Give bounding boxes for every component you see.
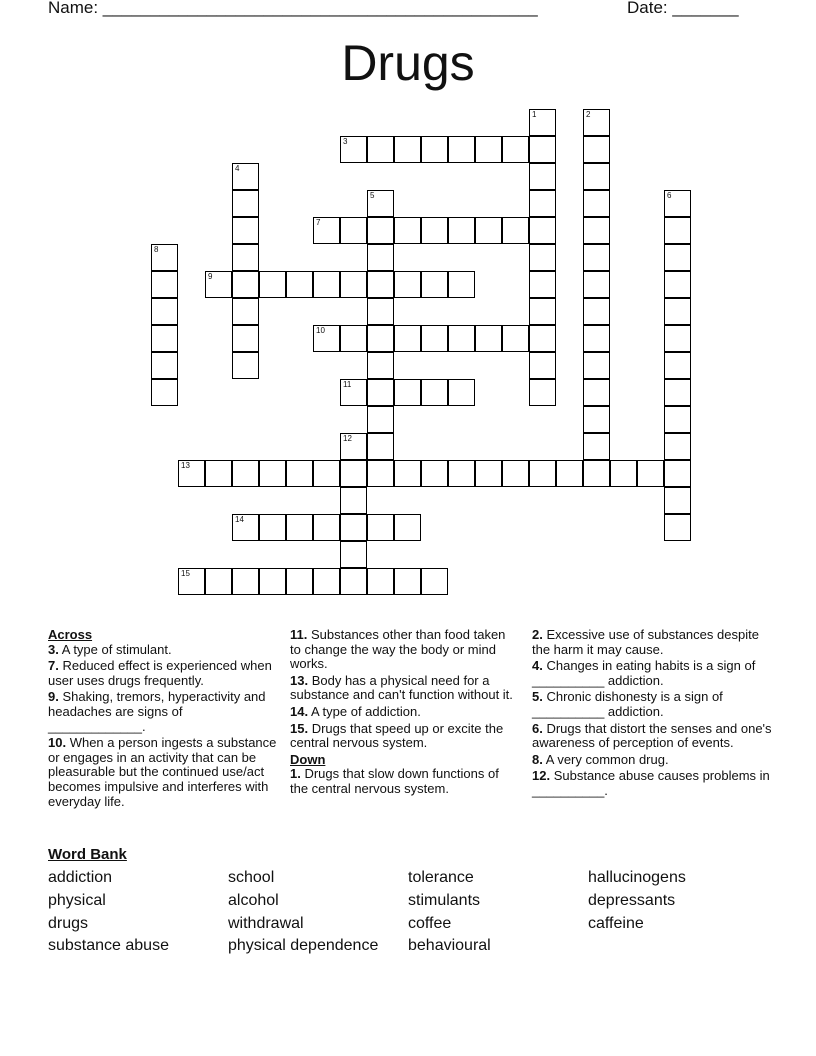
crossword-cell[interactable] [151,298,178,325]
crossword-cell[interactable] [367,568,394,595]
word-bank-word: substance abuse [48,937,169,955]
crossword-cell[interactable] [367,514,394,541]
crossword-cell[interactable] [286,568,313,595]
clue-across-13: 13. Body has a physical need for a substance and can't function without it. [290,672,513,703]
crossword-cell[interactable] [448,217,475,244]
crossword-cell[interactable] [232,217,259,244]
clue-down-1: 1. Drugs that slow down functions of the central nervous system. [290,766,499,796]
crossword-cell[interactable] [259,514,286,541]
crossword-cell[interactable] [367,460,394,487]
crossword-cell[interactable] [664,244,691,271]
crossword-cell[interactable] [583,163,610,190]
puzzle-title: Drugs [341,35,475,91]
crossword-cell[interactable] [583,379,610,406]
clue-number: 12 [343,434,352,443]
crossword-cell[interactable] [529,136,556,163]
crossword-cell[interactable] [583,217,610,244]
crossword-cell[interactable] [529,244,556,271]
crossword-cell[interactable] [367,244,394,271]
clue-number: 13 [181,461,190,470]
clue-number: 11 [343,380,352,389]
crossword-cell[interactable] [421,379,448,406]
crossword-cell[interactable] [232,352,259,379]
crossword-cell[interactable] [313,460,340,487]
crossword-cell[interactable] [664,406,691,433]
down-heading: Down [290,751,326,767]
crossword-cell[interactable] [232,163,259,190]
crossword-cell[interactable] [502,136,529,163]
crossword-cell[interactable] [286,271,313,298]
crossword-cell[interactable] [367,271,394,298]
crossword-cell[interactable] [394,379,421,406]
crossword-cell[interactable] [529,217,556,244]
crossword-cell[interactable] [448,325,475,352]
clue-down-6: 6. Drugs that distort the senses and one's awareness of perception of events. [532,720,772,751]
crossword-cell[interactable] [529,352,556,379]
clue-down-4: 4. Changes in eating habits is a sign of __________ addiction. [532,658,756,688]
crossword-cell[interactable] [394,217,421,244]
across-heading: Across [48,627,93,642]
crossword-cell[interactable] [205,568,232,595]
word-bank-word: drugs [48,914,89,932]
crossword-cell[interactable] [475,460,502,487]
crossword-cell[interactable] [529,190,556,217]
crossword-cell[interactable] [313,568,340,595]
clue-number: 3 [343,137,348,146]
clue-across-15: 15. Drugs that speed up or excite the central nervous system. [290,720,504,751]
crossword-cell[interactable] [664,487,691,514]
crossword-cell[interactable] [502,217,529,244]
crossword-cell[interactable] [502,325,529,352]
crossword-cell[interactable] [313,514,340,541]
crossword-cell[interactable] [583,271,610,298]
crossword-cell[interactable] [367,136,394,163]
crossword-cell[interactable] [340,487,367,514]
crossword-cell[interactable] [529,298,556,325]
crossword-cell[interactable] [583,298,610,325]
clue-across-7: 7. Reduced effect is experienced when user uses drugs frequently. [48,658,272,688]
clue-number: 14 [235,515,244,524]
word-bank-word: behavioural [408,937,491,955]
crossword-cell[interactable] [529,325,556,352]
crossword-cell[interactable] [664,379,691,406]
crossword-cell[interactable] [340,541,367,568]
crossword-cell[interactable] [664,352,691,379]
clue-across-11: 11. Substances other than food taken to change the way the body or mind works. [290,627,506,672]
crossword-cell[interactable] [394,325,421,352]
clue-across-3: 3. A type of stimulant. [48,641,172,657]
name-field: Name: ______________________________________________ [48,0,538,17]
crossword-cell[interactable] [394,271,421,298]
crossword-cell[interactable] [232,325,259,352]
clue-across-10: 10. When a person ingests a substance or engages in an activity that can be pleasurable but the continued use/act becomes impulsive and interferes with everyday life. [48,735,277,809]
crossword-cell[interactable] [394,460,421,487]
clue-number: 8 [154,245,159,254]
clue-number: 6 [667,191,672,200]
crossword-cell[interactable] [448,271,475,298]
crossword-cell[interactable] [610,460,637,487]
word-bank-column-3 [408,867,491,958]
crossword-cell[interactable] [367,298,394,325]
word-bank-column-4 [588,867,686,935]
crossword-cell[interactable] [556,460,583,487]
crossword-cell[interactable] [664,190,691,217]
clues-column-3 [532,628,772,801]
crossword-cell[interactable] [637,460,664,487]
crossword-cell[interactable] [583,136,610,163]
crossword-cell[interactable] [421,271,448,298]
word-bank-column-2 [228,867,378,958]
crossword-cell[interactable] [529,109,556,136]
crossword-cell[interactable] [367,379,394,406]
crossword-cell[interactable] [367,325,394,352]
crossword-cell[interactable] [421,217,448,244]
crossword-cell[interactable] [205,460,232,487]
crossword-cell[interactable] [664,433,691,460]
crossword-cell[interactable] [583,109,610,136]
crossword-cell[interactable] [475,136,502,163]
crossword-cell[interactable] [340,460,367,487]
crossword-cell[interactable] [421,568,448,595]
crossword-cell[interactable] [664,514,691,541]
word-bank-word: coffee [408,914,452,932]
clue-across-9: 9. Shaking, tremors, hyperactivity and headaches are signs of _____________. [48,689,266,734]
crossword-cell[interactable] [367,406,394,433]
crossword-cell[interactable] [583,433,610,460]
crossword-cell[interactable] [664,298,691,325]
crossword-cell[interactable] [313,325,340,352]
crossword-cell[interactable] [583,460,610,487]
crossword-cell[interactable] [664,325,691,352]
crossword-cell[interactable] [340,379,367,406]
crossword-cell[interactable] [232,190,259,217]
crossword-cell[interactable] [340,325,367,352]
crossword-cell[interactable] [583,244,610,271]
clue-down-5: 5. Chronic dishonesty is a sign of __________ addiction. [532,689,723,719]
crossword-cell[interactable] [583,406,610,433]
crossword-cell[interactable] [583,325,610,352]
crossword-cell[interactable] [232,298,259,325]
crossword-cell[interactable] [475,325,502,352]
crossword-cell[interactable] [664,271,691,298]
crossword-cell[interactable] [529,379,556,406]
clue-number: 5 [370,191,375,200]
crossword-cell[interactable] [232,271,259,298]
word-bank-word: withdrawal [228,914,304,932]
clue-down-2: 2. Excessive use of substances despite the harm it may cause. [532,627,759,657]
crossword-cell[interactable] [340,514,367,541]
crossword-cell[interactable] [151,244,178,271]
clue-down-8: 8. A very common drug. [532,751,669,767]
crossword-cell[interactable] [394,514,421,541]
crossword-cell[interactable] [664,217,691,244]
crossword-cell[interactable] [151,271,178,298]
word-bank-word: physical [48,891,106,909]
clues-column-2 [290,628,516,799]
crossword-cell[interactable] [421,460,448,487]
crossword-cell[interactable] [232,460,259,487]
crossword-cell[interactable] [502,460,529,487]
word-bank-word: caffeine [588,914,644,932]
crossword-cell[interactable] [475,217,502,244]
crossword-cell[interactable] [340,136,367,163]
crossword-cell[interactable] [232,514,259,541]
crossword-cell[interactable] [448,460,475,487]
crossword-cell[interactable] [286,460,313,487]
clues-column-1 [48,628,280,811]
crossword-cell[interactable] [259,271,286,298]
crossword-cell[interactable] [205,271,232,298]
word-bank-word: addiction [48,869,113,886]
crossword-cell[interactable] [367,217,394,244]
word-bank-word: stimulants [408,891,481,909]
crossword-cell[interactable] [448,379,475,406]
crossword-cell[interactable] [313,271,340,298]
clue-number: 15 [181,569,190,578]
crossword-cell[interactable] [421,325,448,352]
word-bank-word: hallucinogens [588,869,686,886]
clue-number: 4 [235,164,240,173]
word-bank-word: depressants [588,891,676,909]
crossword-cell[interactable] [313,217,340,244]
clue-number: 10 [316,326,325,335]
crossword-cell[interactable] [394,568,421,595]
word-bank-word: tolerance [408,869,474,886]
crossword-cell[interactable] [151,352,178,379]
clue-down-12: 12. Substance abuse causes problems in __________. [532,768,770,798]
clue-number: 9 [208,272,213,281]
word-bank-word: school [228,869,275,886]
crossword-cell[interactable] [583,352,610,379]
crossword-cell[interactable] [367,352,394,379]
crossword-cell[interactable] [340,568,367,595]
crossword-cell[interactable] [259,460,286,487]
crossword-cell[interactable] [178,568,205,595]
word-bank-title: Word Bank [48,846,127,863]
crossword-cell[interactable] [664,460,691,487]
date-field: Date: _______ [627,0,739,17]
crossword-cell[interactable] [367,190,394,217]
crossword-cell[interactable] [151,325,178,352]
crossword-cell[interactable] [259,568,286,595]
crossword-cell[interactable] [367,433,394,460]
crossword-cell[interactable] [529,460,556,487]
word-bank-word: physical dependence [228,937,379,955]
crossword-cell[interactable] [340,271,367,298]
word-bank-word: alcohol [228,891,279,909]
clue-number: 2 [586,110,591,119]
crossword-cell[interactable] [151,379,178,406]
crossword-cell[interactable] [178,460,205,487]
crossword-cell[interactable] [583,190,610,217]
crossword-cell[interactable] [340,217,367,244]
crossword-cell[interactable] [421,136,448,163]
crossword-cell[interactable] [286,514,313,541]
crossword-cell[interactable] [232,244,259,271]
word-bank-column-1 [48,867,169,958]
crossword-cell[interactable] [340,433,367,460]
crossword-cell[interactable] [529,271,556,298]
clue-number: 1 [532,110,537,119]
crossword-cell[interactable] [394,136,421,163]
clue-across-14: 14. A type of addiction. [290,703,421,719]
crossword-cell[interactable] [529,163,556,190]
crossword-cell[interactable] [448,136,475,163]
clue-number: 7 [316,218,321,227]
crossword-cell[interactable] [232,568,259,595]
